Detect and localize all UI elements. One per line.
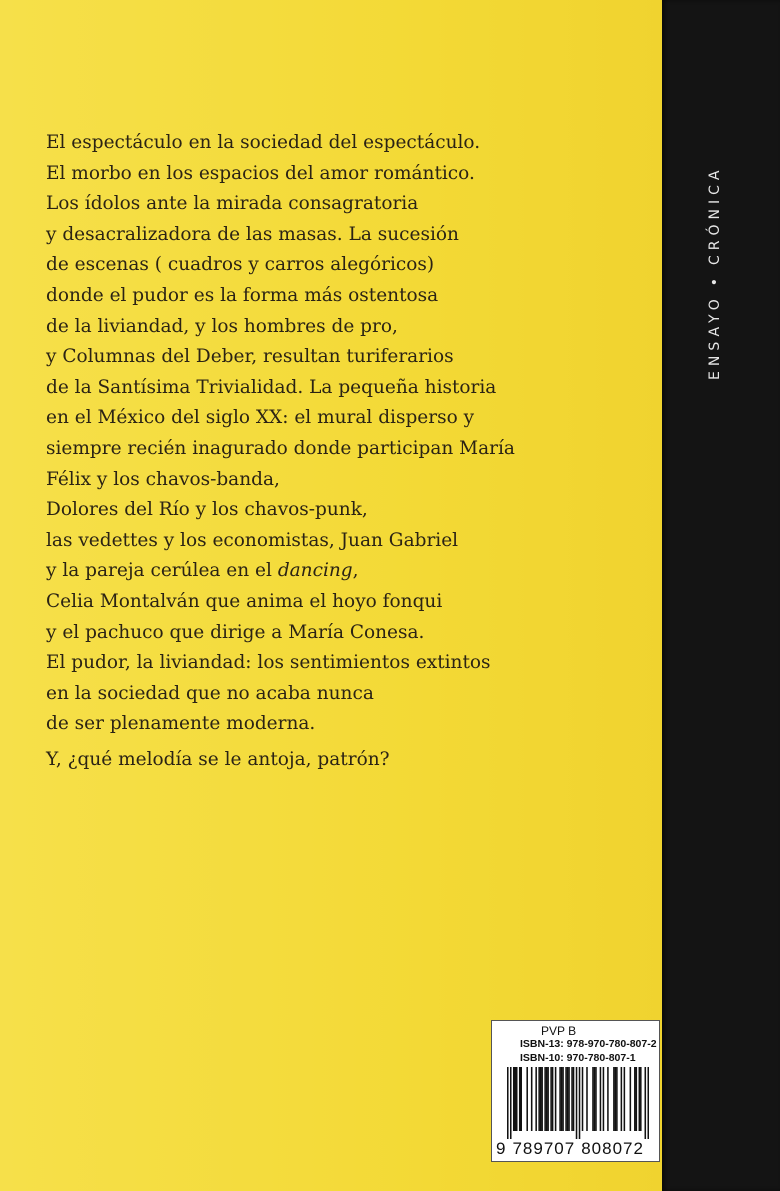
blurb-line <box>46 281 646 312</box>
blurb-line <box>46 465 646 496</box>
barcode-bar <box>639 1067 641 1131</box>
barcode-bar <box>624 1067 626 1131</box>
blurb-line <box>46 342 646 373</box>
barcode-bar <box>538 1067 540 1131</box>
isbn-10: ISBN-10: 970-780-807-1 <box>520 1052 636 1064</box>
blurb-line-text: Dolores del Río y los chavos-punk, <box>46 499 368 521</box>
barcode-bar <box>546 1067 548 1131</box>
barcode-digit-lead: 9 <box>496 1139 507 1158</box>
barcode-bar <box>621 1067 623 1131</box>
blurb-line <box>46 618 646 649</box>
blurb-line-text: El pudor, la liviandad: los sentimientos extintos <box>46 652 491 674</box>
barcode-bar <box>544 1067 546 1131</box>
barcode-bar <box>607 1067 609 1131</box>
blurb-line-text: de la liviandad, y los hombres de pro, <box>46 315 398 337</box>
barcode-bar <box>565 1067 567 1131</box>
barcode-bar <box>567 1067 569 1131</box>
blurb-line-text: en el México del siglo XX: el mural disperso y <box>46 407 475 429</box>
blurb-line <box>46 250 646 281</box>
blurb-text <box>46 128 646 740</box>
blurb-line-text: de la Santísima Trivialidad. La pequeña historia <box>46 376 497 398</box>
barcode-bar <box>514 1067 516 1131</box>
closing-line: Y, ¿qué melodía se le antoja, patrón? <box>46 749 390 770</box>
blurb-line-text: Celia Montalván que anima el hoyo fonqui <box>46 590 443 612</box>
blurb-line-text: y el pachuco que dirige a María Conesa. <box>46 621 425 643</box>
barcode-bar <box>594 1067 596 1131</box>
barcode-bar <box>540 1067 542 1131</box>
barcode-label <box>491 1020 660 1162</box>
blurb-line-suffix: , <box>352 560 359 582</box>
blurb-line <box>46 587 646 618</box>
barcode-number <box>496 1139 656 1159</box>
barcode-bar <box>526 1067 528 1131</box>
blurb-line-text: El morbo en los espacios del amor romántico. <box>46 162 475 184</box>
barcode-bar <box>561 1067 563 1131</box>
barcode-bar <box>547 1067 549 1131</box>
barcode-bar <box>520 1067 522 1131</box>
blurb-line <box>46 434 646 465</box>
barcode-bar <box>595 1067 597 1131</box>
blurb-line-text: las vedettes y los economistas, Juan Gabriel <box>46 529 459 551</box>
barcode-bar <box>613 1067 615 1131</box>
spine-label-cronica: CRÓNICA <box>707 165 723 265</box>
barcode-bar <box>510 1067 512 1139</box>
barcode-bar <box>615 1067 617 1131</box>
barcode-bar <box>645 1067 647 1139</box>
blurb-line-text: y desacralizadora de las masas. La sucesión <box>46 223 459 245</box>
blurb-line-text: Félix y los chavos-banda, <box>46 468 280 490</box>
barcode-bar <box>550 1067 552 1131</box>
blurb-line <box>46 373 646 404</box>
blurb-line-text: siempre recién inagurado donde participan María <box>46 437 515 459</box>
barcode-bar <box>586 1067 588 1131</box>
barcode-bar <box>582 1067 584 1131</box>
blurb-line-text: en la sociedad que no acaba nunca <box>46 682 374 704</box>
blurb-line <box>46 709 646 740</box>
blurb-emphasis: dancing <box>277 560 353 582</box>
barcode-bar <box>579 1067 581 1139</box>
barcode-bar <box>516 1067 518 1131</box>
blurb-line <box>46 220 646 251</box>
barcode-bar <box>535 1067 537 1131</box>
barcode-bar <box>636 1067 638 1131</box>
barcode-bars <box>507 1067 649 1139</box>
blurb-line <box>46 526 646 557</box>
barcode-bar <box>600 1067 602 1131</box>
blurb-line <box>46 189 646 220</box>
spine-label-ensayo: ENSAYO <box>707 294 723 380</box>
spine-separator: • <box>707 272 723 287</box>
barcode-bar <box>573 1067 575 1131</box>
blurb-line-text: y Columnas del Deber, resultan turiferarios <box>46 346 454 368</box>
barcode-bar <box>603 1067 605 1131</box>
blurb-line-text: Los ídolos ante la mirada consagratoria <box>46 193 419 215</box>
blurb-line-text: y la pareja cerúlea en el <box>46 560 278 582</box>
barcode-bar <box>531 1067 533 1131</box>
spine-genre-label <box>707 165 723 380</box>
blurb-line <box>46 679 646 710</box>
barcode-bar <box>519 1067 521 1131</box>
blurb-line <box>46 556 646 587</box>
blurb-line <box>46 648 646 679</box>
price-code: PVP B <box>541 1024 577 1038</box>
barcode-bar <box>559 1067 561 1131</box>
blurb-line-text: de escenas ( cuadros y carros alegóricos) <box>46 254 435 276</box>
barcode-bar <box>541 1067 543 1131</box>
barcode-bar <box>513 1067 515 1131</box>
barcode-bar <box>568 1067 570 1131</box>
blurb-line <box>46 403 646 434</box>
blurb-line <box>46 495 646 526</box>
barcode-bar <box>630 1067 632 1131</box>
barcode-bar <box>555 1067 557 1131</box>
barcode-bar <box>576 1067 578 1139</box>
barcode-bar <box>562 1067 564 1131</box>
barcode-bar <box>634 1067 636 1131</box>
barcode-bar <box>571 1067 573 1131</box>
barcode-bar <box>507 1067 509 1139</box>
barcode-bar <box>648 1067 649 1139</box>
barcode-bar <box>552 1067 554 1131</box>
barcode-digits-right: 808072 <box>581 1139 644 1158</box>
blurb-line-text: El espectáculo en la sociedad del espectáculo. <box>46 132 481 153</box>
barcode-bar <box>616 1067 618 1131</box>
blurb-line <box>46 128 646 159</box>
blurb-line <box>46 159 646 190</box>
blurb-line-text: donde el pudor es la forma más ostentosa <box>46 284 439 306</box>
blurb-line <box>46 312 646 343</box>
barcode-digits-left: 789707 <box>512 1139 576 1158</box>
blurb-line-text: de ser plenamente moderna. <box>46 713 316 735</box>
isbn-13: ISBN-13: 978-970-780-807-2 <box>520 1038 657 1050</box>
barcode-bar <box>592 1067 594 1131</box>
barcode-bar <box>640 1067 642 1131</box>
